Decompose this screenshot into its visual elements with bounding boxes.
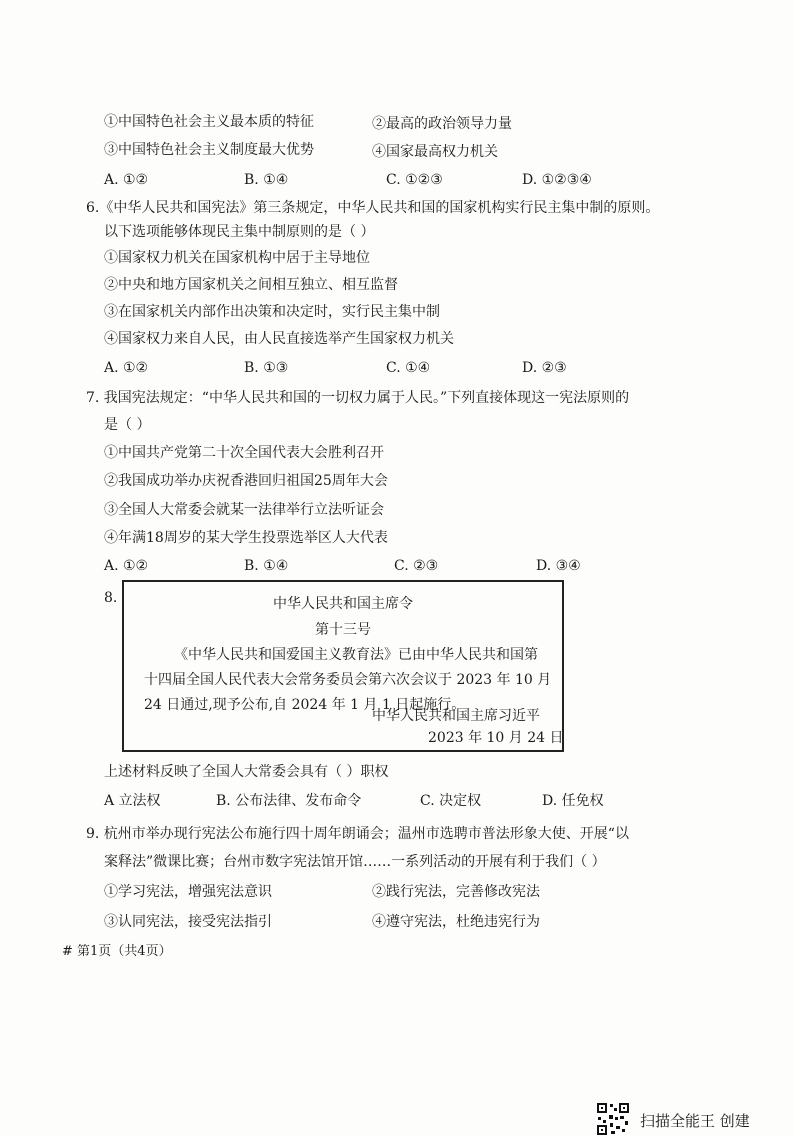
q8-option-b[interactable]: B. 公布法律、发布命令 [216, 793, 362, 809]
decree-signature: 中华人民共和国主席习近平 [372, 708, 540, 724]
q7-item-4: ④年满18周岁的某大学生投票选举区人大代表 [104, 530, 388, 546]
q6-item-3: ③在国家机关内部作出决策和决定时，实行民主集中制 [104, 304, 440, 320]
q6-option-c[interactable]: C. ①④ [386, 360, 431, 376]
decree-line-2: 十四届全国人民代表大会常务委员会第六次会议于 2023 年 10 月 [144, 672, 552, 688]
q8-options [104, 791, 664, 811]
q9-item-2: ②践行宪法，完善修改宪法 [372, 884, 540, 900]
decree-box [122, 580, 564, 752]
q5-option-c[interactable]: C. ①②③ [386, 172, 443, 188]
q6-option-b[interactable]: B. ①③ [244, 360, 289, 376]
q7-option-d[interactable]: D. ③④ [536, 558, 581, 574]
q5-options [104, 170, 664, 190]
page-footer: # 第1页（共4页） [62, 944, 172, 959]
q5-item-3: ③中国特色社会主义制度最大优势 [104, 142, 314, 158]
q8-number: 8. [104, 590, 118, 606]
q7-item-2: ②我国成功举办庆祝香港回归祖国25周年大会 [104, 473, 388, 489]
q6-item-2: ②中央和地方国家机关之间相互独立、相互监督 [104, 277, 398, 293]
q6-item-4: ④国家权力来自人民，由人民直接选举产生国家权力机关 [104, 331, 454, 347]
q7-option-a[interactable]: A. ①② [104, 558, 149, 574]
q6-stem-line1: 6.《中华人民共和国宪法》第三条规定，中华人民共和国的国家机构实行民主集中制的原则。 [86, 200, 660, 216]
q5-item-1: ①中国特色社会主义最本质的特征 [104, 114, 314, 130]
q5-option-d[interactable]: D. ①②③④ [522, 172, 592, 188]
q7-option-b[interactable]: B. ①④ [244, 558, 289, 574]
q7-option-c[interactable]: C. ②③ [394, 558, 439, 574]
q9-item-3: ③认同宪法，接受宪法指引 [104, 914, 272, 930]
q5-item-2: ②最高的政治领导力量 [372, 116, 512, 132]
decree-title: 中华人民共和国主席令 [273, 596, 413, 612]
q9-item-4: ④遵守宪法，杜绝违宪行为 [372, 914, 540, 930]
scanner-watermark: 扫描全能王 创建 [640, 1112, 750, 1130]
decree-line-1: 《中华人民共和国爱国主义教育法》已由中华人民共和国第 [174, 647, 538, 663]
q6-option-d[interactable]: D. ②③ [522, 360, 567, 376]
decree-number: 第十三号 [315, 622, 371, 638]
q8-option-d[interactable]: D. 任免权 [542, 793, 604, 809]
q8-stem: 上述材料反映了全国人大常委会具有（ ）职权 [104, 764, 389, 780]
q9-stem-line2: 案释法”微课比赛；台州市数字宪法馆开馆……一系列活动的开展有利于我们（ ） [104, 854, 606, 870]
q8-option-c[interactable]: C. 决定权 [420, 793, 482, 809]
q9-item-1: ①学习宪法，增强宪法意识 [104, 884, 272, 900]
q5-item-4: ④国家最高权力机关 [372, 144, 498, 160]
q6-option-a[interactable]: A. ①② [104, 360, 149, 376]
q5-option-a[interactable]: A. ①② [104, 172, 149, 188]
q6-stem-line2: 以下选项能够体现民主集中制原则的是（ ） [104, 224, 375, 240]
q7-stem-line1: 7. 我国宪法规定：“中华人民共和国的一切权力属于人民。”下列直接体现这一宪法原则的 [86, 390, 630, 406]
q6-item-1: ①国家权力机关在国家机构中居于主导地位 [104, 250, 370, 266]
q7-item-3: ③全国人大常委会就某一法律举行立法听证会 [104, 502, 384, 518]
q5-option-b[interactable]: B. ①④ [244, 172, 289, 188]
q8-option-a[interactable]: A 立法权 [104, 793, 161, 809]
q7-item-1: ①中国共产党第二十次全国代表大会胜利召开 [104, 445, 384, 461]
q7-options [104, 556, 664, 576]
decree-date: 2023 年 10 月 24 日 [428, 730, 564, 746]
q7-stem-line2: 是（ ） [104, 417, 151, 433]
qr-code-icon [596, 1102, 630, 1136]
decree-line-3: 24 日通过,现予公布,自 2024 年 1 月 1 日起施行。 [144, 697, 466, 713]
q9-stem-line1: 9. 杭州市举办现行宪法公布施行四十周年朗诵会；温州市选聘市普法形象大使、开展“以 [86, 826, 629, 842]
q6-options [104, 358, 664, 378]
